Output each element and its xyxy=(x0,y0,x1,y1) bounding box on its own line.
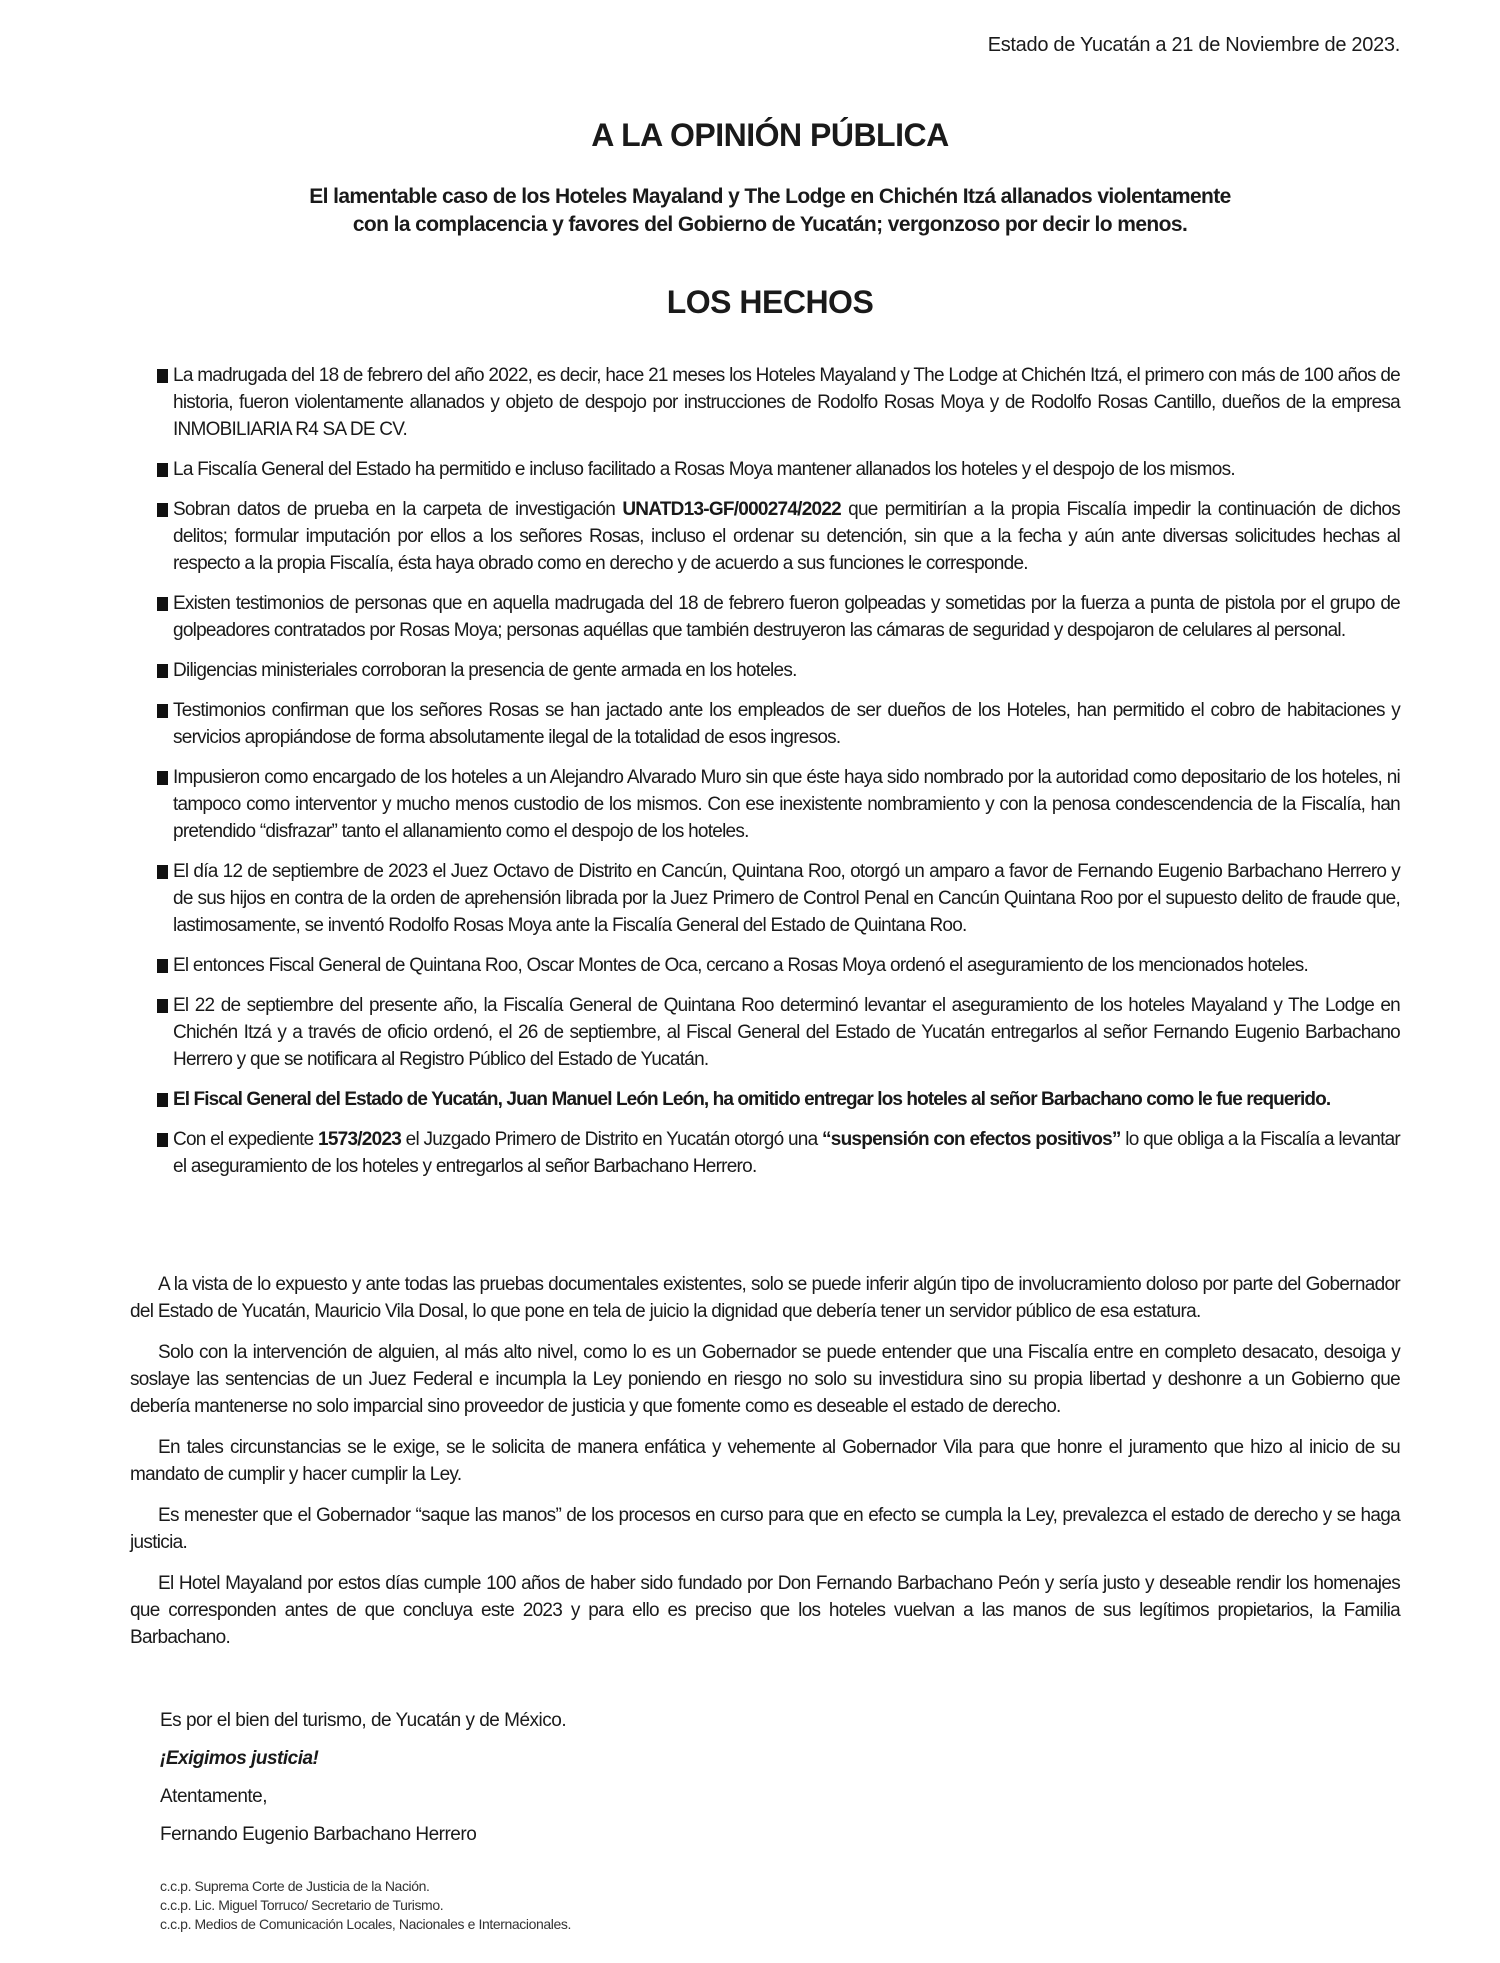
fact-item xyxy=(155,590,1400,644)
square-bullet-icon xyxy=(157,597,168,611)
fact-item xyxy=(155,1126,1400,1180)
fact-text: que permitirían a la propia Fiscalía impedir la continuación de dichos delitos; formular imputación por ellos a los señores Rosas, incluso el ordenar su detención, sin que a la fecha y aún ante diversas solicitudes hechas al respecto a la propia Fiscalía, ésta haya obrado como en derecho y de acuerdo a sus funciones le corresponde. xyxy=(173,499,1401,574)
fact-text: El 22 de septiembre del presente año, la Fiscalía General de Quintana Roo determinó levantar el aseguramiento de los hoteles Mayaland y The Lodge en Chichén Itzá y a través de oficio ordenó, el 26 de septiembre, al Fiscal General del Estado de Yucatán entregarlos al señor Fernando Eugenio Barbachano Herrero y que se notificara al Registro Público del Estado de Yucatán. xyxy=(173,995,1400,1070)
fact-item xyxy=(155,362,1400,443)
signature: Fernando Eugenio Barbachano Herrero xyxy=(160,1824,477,1845)
paragraph: A la vista de lo expuesto y ante todas las pruebas documentales existentes, solo se puede inferir algún tipo de involucramiento doloso por parte del Gobernador del Estado de Yucatán, Mauricio Vila Dosal, lo que pone en tela de juicio la dignidad que debería tener un servidor público de esa estatura. xyxy=(130,1274,1400,1322)
paragraph: En tales circunstancias se le exige, se le solicita de manera enfática y vehemente al Gobernador Vila para que honre el juramento que hizo al inicio de su mandato de cumplir y hacer cumplir la Ley. xyxy=(130,1437,1400,1485)
fact-text: Diligencias ministeriales corroboran la presencia de gente armada en los hoteles. xyxy=(173,660,797,681)
paragraph: Solo con la intervención de alguien, al más alto nivel, como lo es un Gobernador se puede entender que una Fiscalía entre en completo desacato, desoiga y soslaye las sentencias de un Juez Federal e incumpla la Ley poniendo en riesgo no solo su investidura sino su propia libertad y deshonre a un Gobierno que debería mantenerse no solo imparcial sino proveedor de justicia y que fomente como es deseable el estado de derecho. xyxy=(130,1342,1400,1417)
case-number: UNATD13-GF/000274/2022 xyxy=(622,499,841,520)
square-bullet-icon xyxy=(157,865,168,879)
square-bullet-icon xyxy=(157,369,168,383)
ccp-item: c.c.p. Suprema Corte de Justicia de la Nación. xyxy=(160,1878,430,1894)
square-bullet-icon xyxy=(157,999,168,1013)
ccp-list xyxy=(160,1877,960,1934)
fact-item xyxy=(155,697,1400,751)
square-bullet-icon xyxy=(157,664,168,678)
fact-text: Testimonios confirman que los señores Rosas se han jactado ante los empleados de ser dueños de los Hoteles, han permitido el cobro de habitaciones y servicios apropiándose de forma absolutamente ilegal de la totalidad de esos ingresos. xyxy=(173,700,1400,748)
section-title: LOS HECHOS xyxy=(666,284,874,320)
fact-text: lo que obliga a la Fiscalía a levantar el aseguramiento de los hoteles y entregarlos al señor Barbachano Herrero. xyxy=(173,1129,1400,1177)
fact-item xyxy=(155,952,1400,979)
closing-block xyxy=(160,1707,960,1859)
page-title: A LA OPINIÓN PÚBLICA xyxy=(591,117,949,153)
fact-text: Sobran datos de prueba en la carpeta de investigación xyxy=(173,499,623,520)
square-bullet-icon xyxy=(157,503,168,517)
fact-text: Con el expediente xyxy=(173,1129,319,1150)
fact-item xyxy=(155,764,1400,845)
fact-text: El Fiscal General del Estado de Yucatán, Juan Manuel León León, ha omitido entregar los hoteles al señor Barbachano como le fue requerido. xyxy=(173,1089,1331,1110)
fact-item-highlighted xyxy=(155,1086,1400,1113)
fact-text: Impusieron como encargado de los hoteles a un Alejandro Alvarado Muro sin que éste haya sido nombrado por la autoridad como depositario de los hoteles, ni tampoco como interventor y mucho menos custodio de los mismos. Con ese inexistente nombramiento y con la penosa condescendencia de la Fiscalía, han pretendido “disfrazar” tanto el allanamiento como el despojo de los hoteles. xyxy=(173,767,1400,842)
body-paragraphs xyxy=(130,1271,1400,1665)
emphasis-text: “suspensión con efectos positivos” xyxy=(822,1129,1121,1150)
facts-list xyxy=(155,362,1400,1193)
fact-text: La madrugada del 18 de febrero del año 2022, es decir, hace 21 meses los Hoteles Mayaland y The Lodge at Chichén Itzá, el primero con más de 100 años de historia, fueron violentamente allanados y objeto de despojo por instrucciones de Rodolfo Rosas Moya y de Rodolfo Rosas Cantillo, dueños de la empresa INMOBILIARIA R4 SA DE CV. xyxy=(173,365,1400,440)
ccp-item: c.c.p. Lic. Miguel Torruco/ Secretario de Turismo. xyxy=(160,1897,444,1913)
fact-text: La Fiscalía General del Estado ha permitido e incluso facilitado a Rosas Moya mantener allanados los hoteles y el despojo de los mismos. xyxy=(173,459,1235,480)
square-bullet-icon xyxy=(157,463,168,477)
date-line: Estado de Yucatán a 21 de Noviembre de 2023. xyxy=(987,34,1400,56)
fact-item xyxy=(155,496,1400,577)
ccp-item: c.c.p. Medios de Comunicación Locales, Nacionales e Internacionales. xyxy=(160,1916,571,1932)
fact-item xyxy=(155,858,1400,939)
square-bullet-icon xyxy=(157,1133,168,1147)
case-number: 1573/2023 xyxy=(318,1129,402,1150)
square-bullet-icon xyxy=(157,1093,168,1107)
fact-item xyxy=(155,657,1400,684)
subtitle xyxy=(0,183,1500,239)
fact-text: El día 12 de septiembre de 2023 el Juez Octavo de Distrito en Cancún, Quintana Roo, otorgó un amparo a favor de Fernando Eugenio Barbachano Herrero y de sus hijos en contra de la orden de aprehensión librada por la Juez Primero de Control Penal en Cancún Quintana Roo por el supuesto delito de fraude que, lastimosamente, se inventó Rodolfo Rosas Moya ante la Fiscalía General del Estado de Quintana Roo. xyxy=(173,861,1400,936)
slogan: ¡Exigimos justicia! xyxy=(160,1748,319,1769)
subtitle-line: con la complacencia y favores del Gobierno de Yucatán; vergonzoso por decir lo menos. xyxy=(352,213,1188,236)
closing-line: Es por el bien del turismo, de Yucatán y de México. xyxy=(160,1710,567,1731)
fact-text: el Juzgado Primero de Distrito en Yucatán otorgó una xyxy=(401,1129,822,1150)
fact-item xyxy=(155,992,1400,1073)
valediction: Atentamente, xyxy=(160,1786,268,1807)
fact-item xyxy=(155,456,1400,483)
square-bullet-icon xyxy=(157,959,168,973)
paragraph: El Hotel Mayaland por estos días cumple 100 años de haber sido fundado por Don Fernando Barbachano Peón y sería justo y deseable rendir los homenajes que corresponden antes de que concluya este 2023 y para ello es preciso que los hoteles vuelvan a las manos de sus legítimos propietarios, la Familia Barbachano. xyxy=(130,1573,1400,1648)
square-bullet-icon xyxy=(157,771,168,785)
paragraph: Es menester que el Gobernador “saque las manos” de los procesos en curso para que en efecto se cumpla la Ley, prevalezca el estado de derecho y se haga justicia. xyxy=(130,1505,1400,1553)
fact-text: El entonces Fiscal General de Quintana Roo, Oscar Montes de Oca, cercano a Rosas Moya ordenó el aseguramiento de los mencionados hoteles. xyxy=(173,955,1309,976)
square-bullet-icon xyxy=(157,704,168,718)
subtitle-line: El lamentable caso de los Hoteles Mayaland y The Lodge en Chichén Itzá allanados violentamente xyxy=(309,185,1231,208)
fact-text: Existen testimonios de personas que en aquella madrugada del 18 de febrero fueron golpeadas y sometidas por la fuerza a punta de pistola por el grupo de golpeadores contratados por Rosas Moya; personas aquéllas que también destruyeron las cámaras de seguridad y despojaron de celulares al personal. xyxy=(173,593,1400,641)
